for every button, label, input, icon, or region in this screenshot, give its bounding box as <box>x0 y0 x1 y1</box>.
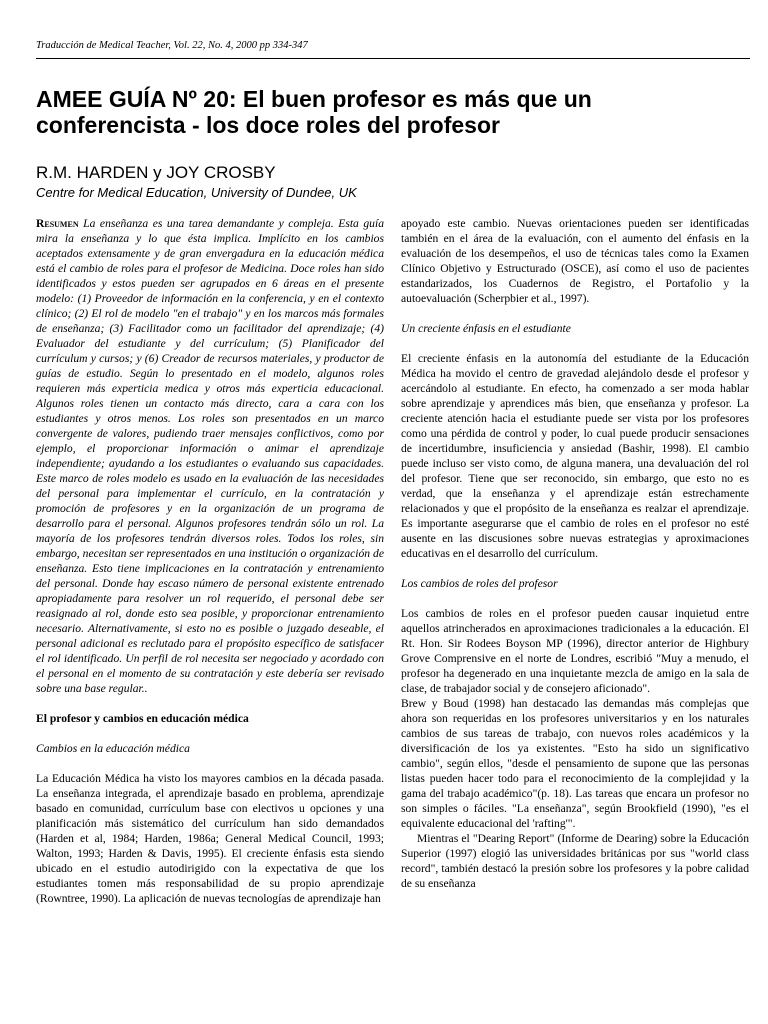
abstract <box>36 216 384 696</box>
abstract-text: La enseñanza es una tarea demandante y compleja. Esta guía mira la enseñanza y lo que ésta implica. Implícito en los cambios aceptados extensamente y de gran envergadura en la educación médica está el cambio de roles para el profesor de Medicina. Doce roles han sido identificados y estos pueden ser agrupados en 6 áreas en el presente modelo: (1) Proveedor de información en la conferencia, y en el contexto clínico; (2) El rol de modelo "en el trabajo" y en los marcos más formales de enseñanza; (3) Facilitador como un facilitador del aprendizaje; (4) Evaluador del estudiante y del currículum; (5) Planificador del currículum y cursos; y (6) Creador de recursos materiales, y productor de guías de estudio. Según lo presentado en el modelo, algunos roles requieren más experticia medica y otros más experticia educacional. Algunos roles tienen un contacto más directo, cara a cara con los estudiantes y otros menos. Los roles son presentados en un marco convergente de valores, pudiendo traer mensajes conflictivos, como por ejemplo, el proporcionar información o animar el aprendizaje independiente; ayudando a los estudiantes o evaluando sus capacidades. Este marco de roles modelo es usado en la evaluación de las necesidades del personal para implementar el currículo, en la contratación y promoción de profesores y en la organización de un programa de desarrollo para el personal. Algunos profesores tendrán sólo un rol. La mayoría de los profesores tendrán diversos roles. Todos los roles, sin embargo, necesitan ser representados en una institución o organización de enseñanza. Esto tiene implicaciones en la contratación y entrenamiento del personal. Donde hay escaso número de personal existente entrenado apropiadamente para resolver un rol requerido, el personal debe ser reasignado al rol, donde esto sea posible, y proporcionar entrenamiento necesario. Alternativamente, si esto no es posible o juzgado deseable, el personal adicional es reclutado para el propósito específico de satisfacer el rol identificado. Un perfil de rol necesita ser negociado y acordado con el personal en el momento de su contratación y este debería ser revisado sobre una base regular.. <box>36 217 384 695</box>
article-authors: R.M. HARDEN y JOY CROSBY <box>36 163 276 182</box>
paragraph-role-changes: Los cambios de roles en el profesor pueden causar inquietud entre aquellos atrincherados en aproximaciones tradicionales a la educación. El Rt. Hon. Sir Rodees Boyson MP (1996), director anterior de Highbury Grove Comprensive en el norte de Londres, escribió "Muy a menudo, el profesor ha degenerado en una inquietante mezcla de amigo en la sala de clase, de trabajador social y de consejero aficionado". <box>401 607 749 695</box>
running-header: Traducción de Medical Teacher, Vol. 22, No. 4, 2000 pp 334-347 <box>36 40 308 51</box>
left-column <box>36 216 384 906</box>
section-heading: El profesor y cambios en educación médica <box>36 712 249 725</box>
subheading-role-changes: Los cambios de roles del profesor <box>401 577 558 590</box>
right-column <box>401 216 749 891</box>
body-paragraph: La Educación Médica ha visto los mayores cambios en la década pasada. La enseñanza integrada, el aprendizaje basado en problema, aprendizaje basado en comunidad, currículum base con electivos u opciones y una planificación más sistemático del currículum han sido demandados (Harden et al, 1984; Harden, 1986a; General Medical Council, 1993; Walton, 1993; Harden & Davis, 1995). El creciente énfasis esta siendo ubicado en el estudio autodirigido con la expectativa de que los estudiantes tomen más responsabilidad de su propio aprendizaje (Rowntree, 1990). La aplicación de nuevas tecnologías de aprendizaje han <box>36 772 384 905</box>
subsection-heading: Cambios en la educación médica <box>36 742 190 755</box>
abstract-label: Resumen <box>36 217 79 230</box>
subheading-student-emphasis: Un creciente énfasis en el estudiante <box>401 322 571 335</box>
paragraph-student-emphasis: El creciente énfasis en la autonomía del estudiante de la Educación Médica ha movido el centro de gravedad alejándolo desde el profesor y acercándolo al estudiante. En efecto, ha comenzado a ser moda hablar sobre aprendizaje y aprendices más bien, que enseñanza y profesor. La creciente atención hacia el estudiante puede ser vista por los profesores como una pérdida de control y poder, lo cual puede producir sensaciones de incertidumbre, insuficiencia y ansiedad (Bashir, 1998). El cambio puede incluso ser visto como, de alguna manera, una devaluación del rol del profesor. Tiene que ser reconocido, sin embargo, que esto no es verdad, que la enseñanza y el aprendizaje están estrechamente relacionados y que el propósito de la enseñanza es realzar el aprendizaje. Es importante asegurarse que el cambio de roles en el profesor no esté ausente en las discusiones sobre nuevas estrategias y aproximaciones educativas en el desarrollo del currículum. <box>401 352 749 560</box>
paragraph-brew-boud: Brew y Boud (1998) han destacado las demandas más complejas que ahora son requeridas en los profesores universitarios y en los naturales cambios de sus tareas de trabajo, con nuevos roles académicos y la diversificación de los ya existentes. "Esto ha sido un significativo cambio", según ellos, "desde el pensamiento de supone que las personas listas pueden hacer todo para el reconocimiento de la complejidad y la gama del trabajo académico"(p. 18). Las tareas que encara un profesor no son simples o fáciles. "La enseñanza", según Brookfield (1990), "es el equivalente educacional del 'rafting'". <box>401 697 749 830</box>
article-affiliation: Centre for Medical Education, University of Dundee, UK <box>36 185 357 200</box>
paragraph-dearing-report: Mientras el "Dearing Report" (Informe de Dearing) sobre la Educación Superior (1997) elogió las universidades británicas por sus "world class record", también destacó la presión sobre los profesores y la pobre calidad de su enseñanza <box>401 832 749 890</box>
article-title: AMEE GUÍA Nº 20: El buen profesor es más que un conferencista - los doce roles del profesor <box>36 86 592 138</box>
header-rule <box>36 58 750 59</box>
continuation-paragraph: apoyado este cambio. Nuevas orientaciones pueden ser identificadas también en el área de la evaluación, con el aumento del énfasis en la evaluación de los desempeños, el uso de técnicas tales como la Examen Clínico Objetivo y Estructurado (OSCE), así como el uso de pacientes estandarizados, los Cuadernos de Registro, el Portafolio y la autoevaluación (Scherpbier et al., 1997). <box>401 217 749 305</box>
